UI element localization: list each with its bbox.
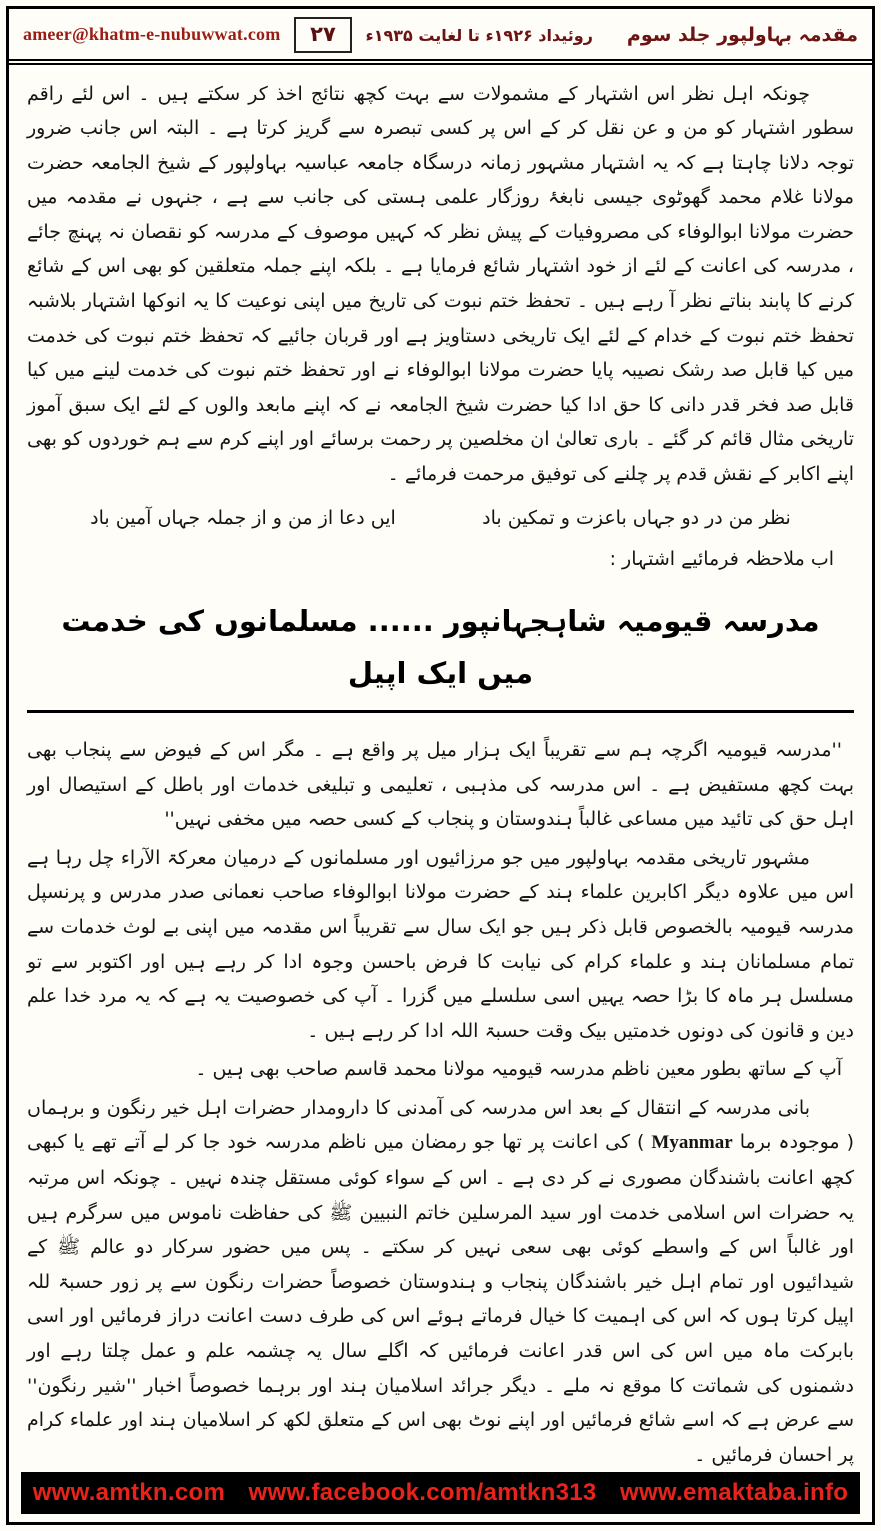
footer-link-amtkn: www.amtkn.com	[32, 1479, 226, 1506]
advertisement-heading-wrap	[27, 595, 854, 714]
myanmar-latin-word: Myanmar	[651, 1132, 733, 1154]
book-title: مقدمہ بہاولپور جلد سوم	[626, 23, 858, 46]
footer-links-bar	[21, 1472, 860, 1514]
paragraph-1: چونکہ اہل نظر اس اشتہار کے مشمولات سے بہت کچھ نتائج اخذ کر سکتے ہیں ۔ اس لئے راقم سطور اشتہار کو من و عن نقل کر کے اس پر کسی تبصرہ سے گریز کرتا ہے ۔ البتہ اس جانب ضرور توجہ دلانا چاہتا ہے کہ یہ اشتہار مشہور زمانہ درسگاہ جامعہ عباسیہ بہاولپور کے شیخ الجامعہ حضرت مولانا غلام محمد گھوٹوی جیسی نابغۂ روزگار علمی ہستی کی جانب سے ہے ، جنہوں نے مقدمہ میں حضرت مولانا ابوالوفاء کی مصروفیات کے پیش نظر کہ کہیں موصوف کے مدرسہ کو نقصان نہ پہنچ جائے ، مدرسہ کی اعانت کے لئے از خود اشتہار شائع فرمایا ہے ۔ بلکہ اپنے جملہ متعلقین کو بھی اس کے شائع کرنے کا پابند بناتے نظر آ رہے ہیں ۔ تحفظ ختم نبوت کی تاریخ میں اپنی نوعیت کا یہ انوکھا اشتہار بلاشبہ تحفظ ختم نبوت کے خدام کے لئے ایک تاریخی دستاویز ہے اور قربان جائیے کہ تحفظ ختم نبوت کی خدمت میں کیا قابل صد رشک نصیبہ پایا حضرت مولانا ابوالوفاء نے اور تحفظ ختم نبوت کی خدمت لینے میں کیا قابل صد فخر قدر دانی کا حق ادا کیا حضرت شیخ الجامعہ نے کہ اپنے مابعد والوں کے لئے ایک سبق آموز تاریخی مثال قائم کر گئے ۔ باری تعالیٰ ان مخلصین پر رحمت برسائے اور اپنے کرم سے ہم خوردوں کو بھی اپنے اکابر کے نقش قدم پر چلنے کی توفیق مرحمت فرمائے ۔	[27, 82, 854, 485]
couplet-hemistich-right: نظر من در دو جہاں باعزت و تمکین باد	[482, 507, 791, 530]
paragraph-3: مشہور تاریخی مقدمہ بہاولپور میں جو مرزائیوں اور مسلمانوں کے درمیان معرکۃ الآراء چل رہا ہے اس میں علاوہ دیگر اکابرین علماء ہند کے حضرت مولانا ابوالوفاء صاحب نعمانی صدر مدرس و پرنسپل مدرسہ قیومیہ بالخصوص قابل ذکر ہیں جو ایک سال سے تقریباً اس مقدمہ میں اپنی بے لوث خدمات سے تمام مسلمانان ہند و علماء کرام کی نیابت کا فرض باحسن وجوہ ادا کر رہے ہیں اور اکتوبر سے تو مسلسل ہر ماہ کا بڑا حصہ یہیں اسی سلسلے میں گزرا ۔ آپ کی خصوصیت یہ ہے کہ یہ مرد خدا علم دین و قانون کی دونوں خدمتیں بیک وقت حسبۃ اللہ ادا کر رہے ہیں ۔	[27, 846, 854, 1042]
book-subtitle: روئیداد ۱۹۲۶ء تا لغایت ۱۹۳۵ء	[365, 25, 593, 45]
page-number-box: ۲۷	[294, 17, 352, 53]
header-titles	[366, 24, 858, 46]
footer-link-facebook: www.facebook.com/amtkn313	[248, 1479, 597, 1506]
couplet-line	[47, 501, 834, 536]
pre-heading-line: اب ملاحظہ فرمائیے اشتہار :	[609, 548, 834, 571]
contact-email: ameer@khatm-e-nubuwwat.com	[23, 24, 281, 45]
paragraph-4	[27, 1091, 854, 1466]
footer-link-emaktaba: www.emaktaba.info	[620, 1479, 849, 1506]
paragraph-4-part-a: بانی مدرسہ کے انتقال کے بعد اس مدرسہ کی آمدنی کا دارومدار حضرات اہل خیر رنگون و برہماں ( موجودہ برما	[27, 1096, 855, 1154]
paragraph-3b: آپ کے ساتھ بطور معین ناظم مدرسہ قیومیہ مولانا محمد قاسم صاحب بھی ہیں ۔	[195, 1058, 842, 1081]
page-body	[9, 65, 872, 1467]
paragraph-4-part-b: ) کی اعانت پر تھا جو رمضان میں ناظم مدرسہ خود جا کر لے آتے تھے یا کبھی کچھ اعانت باشندگان مصوری نے کر دی ہے ۔ اس کے سواء کوئی مستقل چندہ نہیں ۔ چونکہ اس مرتبہ یہ حضرات اس اسلامی خدمت اور سید المرسلین خاتم النبیین ﷺ کی حفاظت ناموس میں سرگرم ہیں اور غالباً اس کے واسطے کوئی بھی سعی نہیں کر سکتے ۔ پس میں حضور سرکار دو عالم ﷺ کے شیدائیوں اور تمام اہل خیر باشندگان پنجاب و ہندوستان خصوصاً حضرات رنگون سے پر زور حسبۃ للہ اپیل کرتا ہوں کہ اس کی اہمیت کا خیال فرماتے ہوئے اس کی طرف دست اعانت دراز فرمائیں اور اسی بابرکت ماہ میں اس کی اس قدر اعانت فرمائیں کہ اگلے سال یہ چشمہ علم و عمل چلتا رہے اور دشمنوں کی شماتت کا موقع نہ ملے ۔ دیگر جرائد اسلامیان ہند اور برہما خصوصاً اخبار ''شیر رنگون'' سے عرض ہے کہ اسے شائع فرمائیں اور اپنے نوٹ بھی اس کے متعلق لکھ کر اسلامیان ہند اور علماء کرام پر احسان فرمائیں ۔	[27, 1131, 854, 1466]
page-border-frame	[6, 6, 875, 1525]
page-header	[9, 9, 872, 65]
couplet-hemistich-left: ایں دعا از من و از جملہ جہاں آمین باد	[90, 507, 396, 530]
paragraph-quote: ''مدرسہ قیومیہ اگرچہ ہم سے تقریباً ایک ہزار میل پر واقع ہے ۔ مگر اس کے فیوض سے پنجاب بھی بہت کچھ مستفیض ہے ۔ اس مدرسہ کی مذہبی ، تعلیمی و تبلیغی خدمات اور باطل کے استیصال اور اہل حق کی تائید میں مساعی غالباً ہندوستان و پنجاب کے کسی حصہ میں مخفی نہیں''	[27, 739, 854, 831]
advertisement-heading: مدرسہ قیومیہ شاہجہانپور ...... مسلمانوں کی خدمت میں ایک اپیل	[27, 595, 854, 714]
